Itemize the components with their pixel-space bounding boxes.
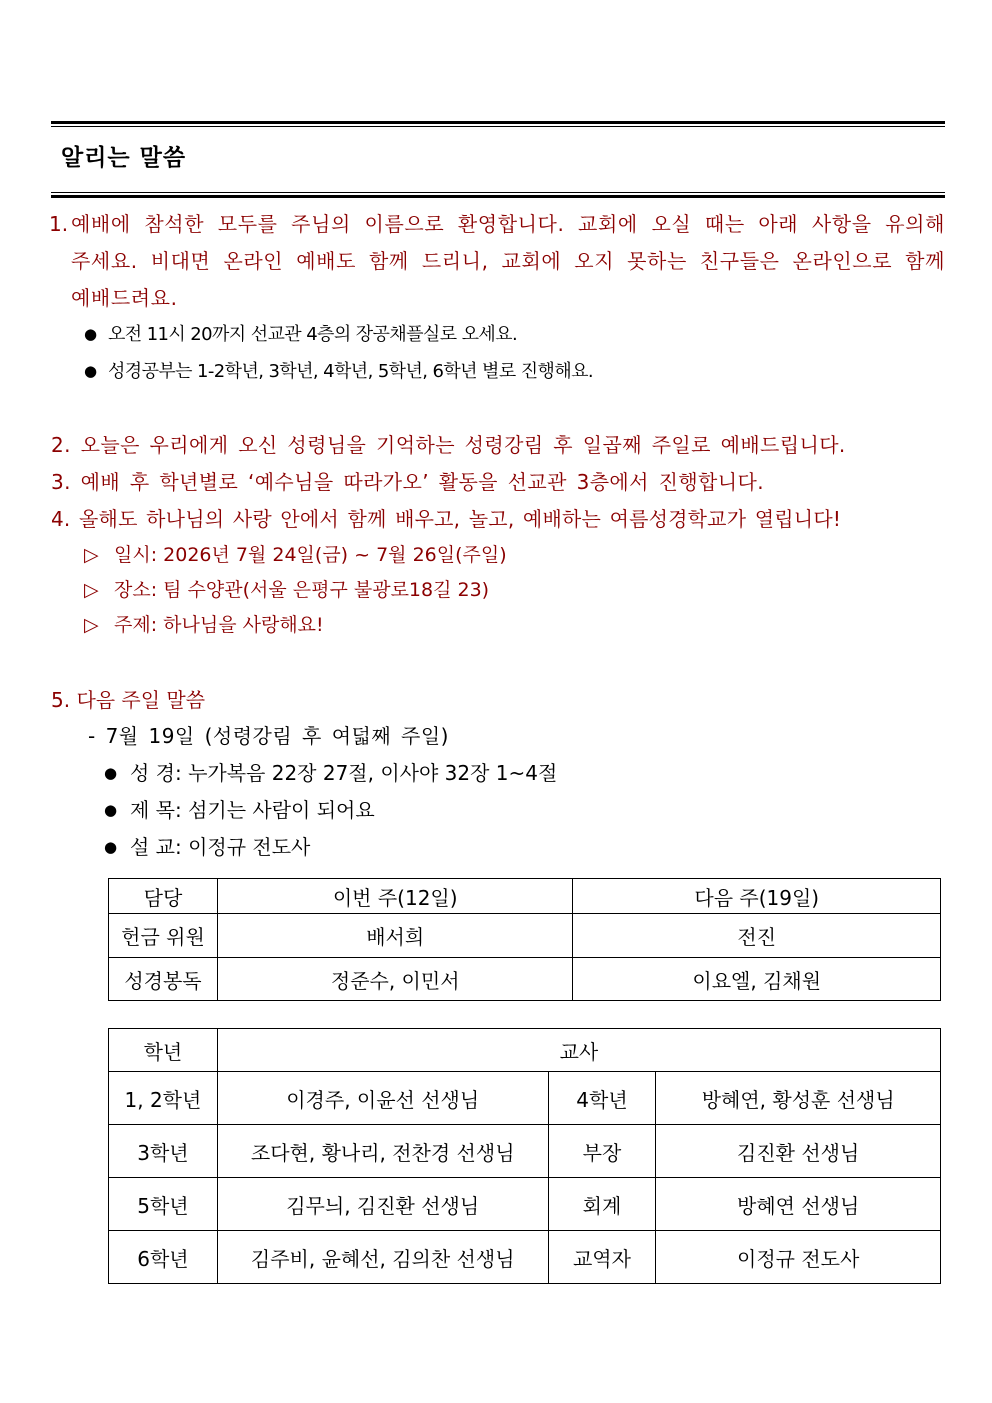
notice-1-bullets [84,316,593,390]
bullet-item: ● 성경공부는 1-2학년, 3학년, 4학년, 5학년, 6학년 별로 진행해요. [84,353,593,390]
table-header-cell: 이번 주(12일) [217,879,573,914]
next-week-sermon-title: ● 제 목: 섬기는 사람이 되어요 [104,792,557,829]
table-header-cell: 교사 [217,1029,940,1072]
table-cell: 이요엘, 김채원 [573,958,941,1001]
table-cell: 성경봉독 [109,958,218,1001]
next-week-scripture: ● 성 경: 누가복음 22장 27절, 이사야 32장 1~4절 [104,755,557,792]
table-cell: 6학년 [109,1231,218,1284]
table-cell: 조다현, 황나리, 전찬경 선생님 [217,1125,548,1178]
next-week-items [104,755,557,866]
notice-1-text: 예배에 참석한 모두를 주님의 이름으로 환영합니다. 교회에 오실 때는 아래 사항을 유의해 주세요. 비대면 온라인 예배도 함께 드리니, 교회에 오지 못하는 친구들은 온라인으로 함께 예배드려요. [71,212,945,310]
notice-4-item-date [84,538,507,573]
table-cell: 5학년 [109,1178,218,1231]
notice-4-item-text: 장소: 팀 수양관(서울 은평구 불광로18길 23) [114,579,490,601]
notice-2: 2. 오늘은 우리에게 오신 성령님을 기억하는 성령강림 후 일곱째 주일로 예배드립니다. [51,433,846,457]
table-cell: 김주비, 윤혜선, 김의찬 선생님 [217,1231,548,1284]
table-cell: 김무늬, 김진환 선생님 [217,1178,548,1231]
teacher-table [108,1028,941,1284]
table-row [109,1072,941,1125]
table-header-row [109,879,941,914]
next-week-title: 5. 다음 주일 말씀 [51,688,206,712]
table-cell: 3학년 [109,1125,218,1178]
table-cell: 1, 2학년 [109,1072,218,1125]
notice-4: 4. 올해도 하나님의 사랑 안에서 함께 배우고, 놀고, 예배하는 여름성경학교가 열립니다! [51,507,842,531]
table-cell: 배서희 [217,914,573,958]
table-cell: 이경주, 이윤선 선생님 [217,1072,548,1125]
notice-4-item-theme [84,608,324,643]
table-cell: 회계 [548,1178,656,1231]
table-header-cell: 다음 주(19일) [573,879,941,914]
bottom-double-rule [51,192,945,198]
notice-1 [51,206,945,317]
table-cell: 교역자 [548,1231,656,1284]
table-row [109,1125,941,1178]
next-week-preacher: ● 설 교: 이정규 전도사 [104,829,557,866]
table-cell: 정준수, 이민서 [217,958,573,1001]
table-cell: 4학년 [548,1072,656,1125]
table-cell: 방혜연, 황성훈 선생님 [656,1072,941,1125]
triangle-marker-icon: ▷ [84,579,99,601]
triangle-marker-icon: ▷ [84,544,99,566]
notice-4-item-text: 주제: 하나님을 사랑해요! [114,614,324,636]
table-cell: 이정규 전도사 [656,1231,941,1284]
table-header-cell: 학년 [109,1029,218,1072]
bullet-item: ● 오전 11시 20까지 선교관 4층의 장공채플실로 오세요. [84,316,593,353]
table-row [109,1231,941,1284]
table-header-cell: 담당 [109,879,218,914]
page-title: 알리는 말씀 [61,145,187,171]
duty-table [108,878,941,1001]
triangle-marker-icon: ▷ [84,614,99,636]
table-row [109,914,941,958]
table-cell: 전진 [573,914,941,958]
top-double-rule [51,121,945,127]
table-cell: 부장 [548,1125,656,1178]
table-cell: 방혜연 선생님 [656,1178,941,1231]
notice-3: 3. 예배 후 학년별로 ‘예수님을 따라가오’ 활동을 선교관 3층에서 진행합니다. [51,470,764,494]
table-row [109,1178,941,1231]
next-week-date: - 7월 19일 (성령강림 후 여덟째 주일) [88,724,449,748]
notice-4-item-text: 일시: 2026년 7월 24일(금) ~ 7월 26일(주일) [114,544,507,566]
table-header-row [109,1029,941,1072]
table-cell: 헌금 위원 [109,914,218,958]
notice-1-number: 1. [49,212,69,236]
table-row [109,958,941,1001]
notice-4-item-place [84,573,489,608]
table-cell: 김진환 선생님 [656,1125,941,1178]
